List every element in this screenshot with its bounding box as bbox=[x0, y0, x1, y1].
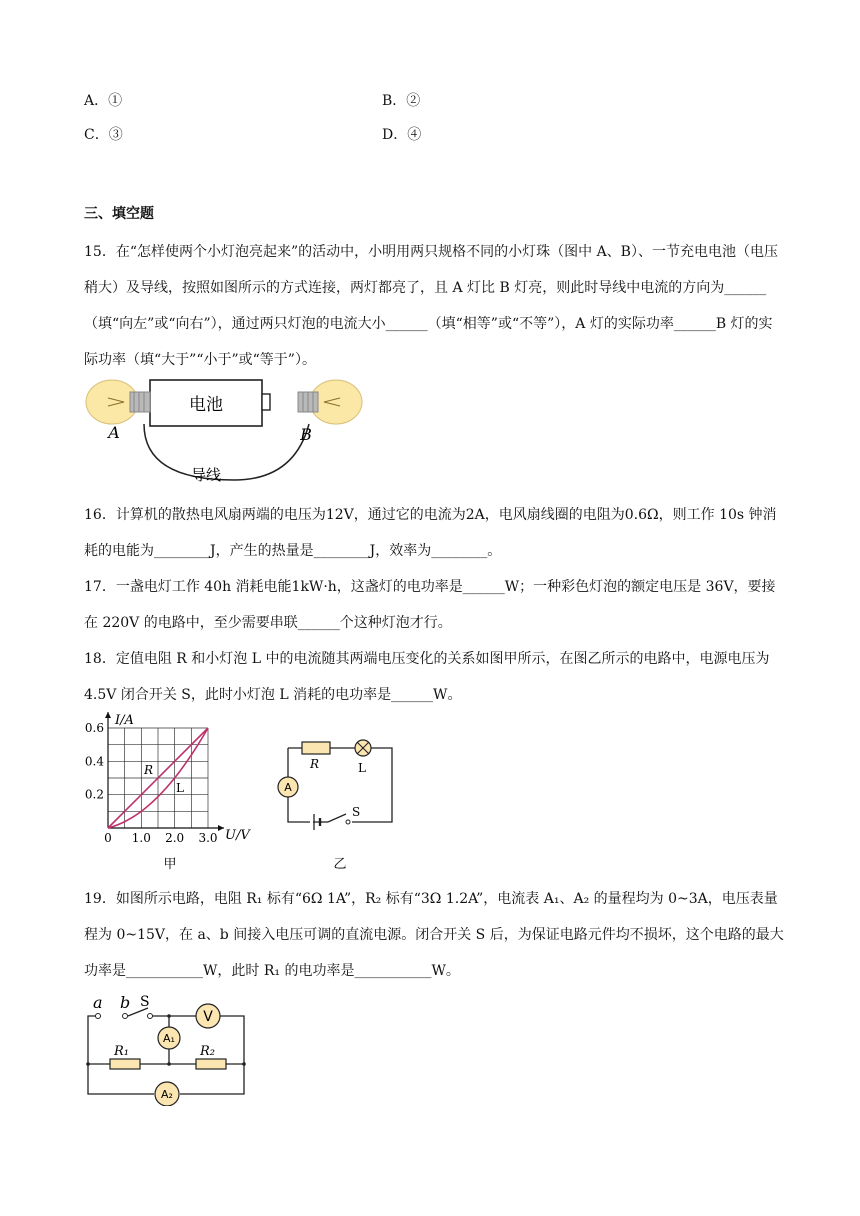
series-label-l: L bbox=[176, 781, 184, 795]
ammeter-icon bbox=[278, 777, 298, 797]
x-axis-label: U/V bbox=[225, 828, 250, 843]
switch-label: S bbox=[140, 994, 150, 1010]
x-tick-label: 2.0 bbox=[165, 831, 185, 845]
lamp-b-label: B bbox=[300, 425, 312, 444]
switch-icon bbox=[320, 814, 350, 824]
question-18: 18．定值电阻 R 和小灯泡 L 中的电流随其两端电压变化的关系如图甲所示，在图乙所示的电路中，电源电压为 4.5V 闭合开关 S，此时小灯泡 L 消耗的电功率是______W。 bbox=[84, 651, 770, 703]
caption-left: 甲 bbox=[163, 857, 177, 872]
option-b: B．② bbox=[382, 93, 421, 109]
option-c: C．③ bbox=[84, 127, 123, 143]
option-a: A．① bbox=[84, 93, 123, 109]
circuit-label-l: L bbox=[358, 761, 366, 775]
ammeter-a1-icon bbox=[158, 1027, 180, 1049]
svg-text:A₂: A₂ bbox=[161, 1088, 173, 1101]
series-label-r: R bbox=[144, 763, 154, 777]
option-d: D．④ bbox=[382, 127, 422, 143]
ammeter-a2-icon bbox=[155, 1082, 179, 1106]
lamp-a-icon bbox=[86, 380, 150, 424]
y-tick-label: 0.4 bbox=[84, 754, 104, 769]
question-15: 15．在“怎样使两个小灯泡亮起来”的活动中，小明用两只规格不同的小灯珠（图中 A、B）、一节充电电池（电压稍大）及导线，按照如图所示的方式连接，两灯都亮了，且 A 灯比 B 灯亮，则此时导线中电流的方向为______（填“向左”或“向右”），通过两只灯泡的电流大小______（填“相等”或“不等”），A 灯的实际功率______B 灯的实际功率（填“大于”“小于”或“等于”）。 bbox=[84, 244, 778, 368]
wire bbox=[144, 424, 309, 480]
voltmeter-icon bbox=[196, 1004, 220, 1028]
x-axis-arrow bbox=[218, 825, 224, 831]
svg-text:A₁: A₁ bbox=[163, 1032, 175, 1045]
y-axis-arrow bbox=[105, 712, 111, 718]
resistor-r2 bbox=[196, 1059, 226, 1069]
battery-label: 电池 bbox=[189, 395, 223, 415]
battery-terminal bbox=[262, 394, 270, 410]
lamp-b-icon bbox=[298, 380, 362, 424]
figure-18-circuit bbox=[270, 730, 410, 880]
question-16: 16．计算机的散热电风扇两端的电压为12V，通过它的电流为2A，电风扇线圈的电阻为0.6Ω，则工作 10s 钟消耗的电能为________J，产生的热量是________J，效率为________。 bbox=[84, 507, 777, 559]
r2-label: R₂ bbox=[200, 1044, 215, 1059]
figure-18-chart bbox=[80, 708, 260, 878]
lamp-icon bbox=[355, 740, 371, 756]
circuit-label-r: R bbox=[310, 757, 320, 771]
figure-15 bbox=[84, 372, 374, 488]
terminal-a-label: a bbox=[93, 994, 103, 1012]
x-tick-label: 0 bbox=[104, 831, 112, 845]
terminal-b-label: b bbox=[120, 994, 131, 1012]
x-tick-label: 3.0 bbox=[198, 831, 218, 845]
lamp-a-label: A bbox=[108, 423, 120, 442]
question-17: 17．一盏电灯工作 40h 消耗电能1kW·h，这盏灯的电功率是______W；一种彩色灯泡的额定电压是 36V，要接在 220V 的电路中，至少需要串联______个这种灯泡才行。 bbox=[84, 579, 776, 631]
svg-text:A: A bbox=[284, 781, 292, 794]
y-tick-label: 0.6 bbox=[84, 721, 104, 735]
figure-19 bbox=[80, 994, 260, 1106]
resistor-r bbox=[302, 742, 330, 754]
y-tick-label: 0.2 bbox=[84, 787, 104, 802]
question-19: 19．如图所示电路，电阻 R₁ 标有“6Ω 1A”，R₂ 标有“3Ω 1.2A”，电流表 A₁、A₂ 的量程均为 0~3A，电压表量程为 0~15V，在 a、b 间接入电压可调的直流电源。闭合开关 S 后，为保证电路元件均不损坏，这个电路的最大功率是___________W，此时 R₁ 的电功率是___________W。 bbox=[84, 891, 784, 979]
caption-right: 乙 bbox=[333, 857, 347, 872]
x-tick-label: 1.0 bbox=[131, 831, 151, 845]
wire-label: 导线 bbox=[190, 466, 222, 484]
section-title: 三、填空题 bbox=[84, 206, 154, 222]
r1-label: R₁ bbox=[114, 1044, 129, 1059]
y-axis-label: I/A bbox=[115, 713, 134, 728]
circuit-label-s: S bbox=[352, 805, 361, 819]
resistor-r1 bbox=[110, 1059, 140, 1069]
svg-text:V: V bbox=[203, 1009, 213, 1025]
